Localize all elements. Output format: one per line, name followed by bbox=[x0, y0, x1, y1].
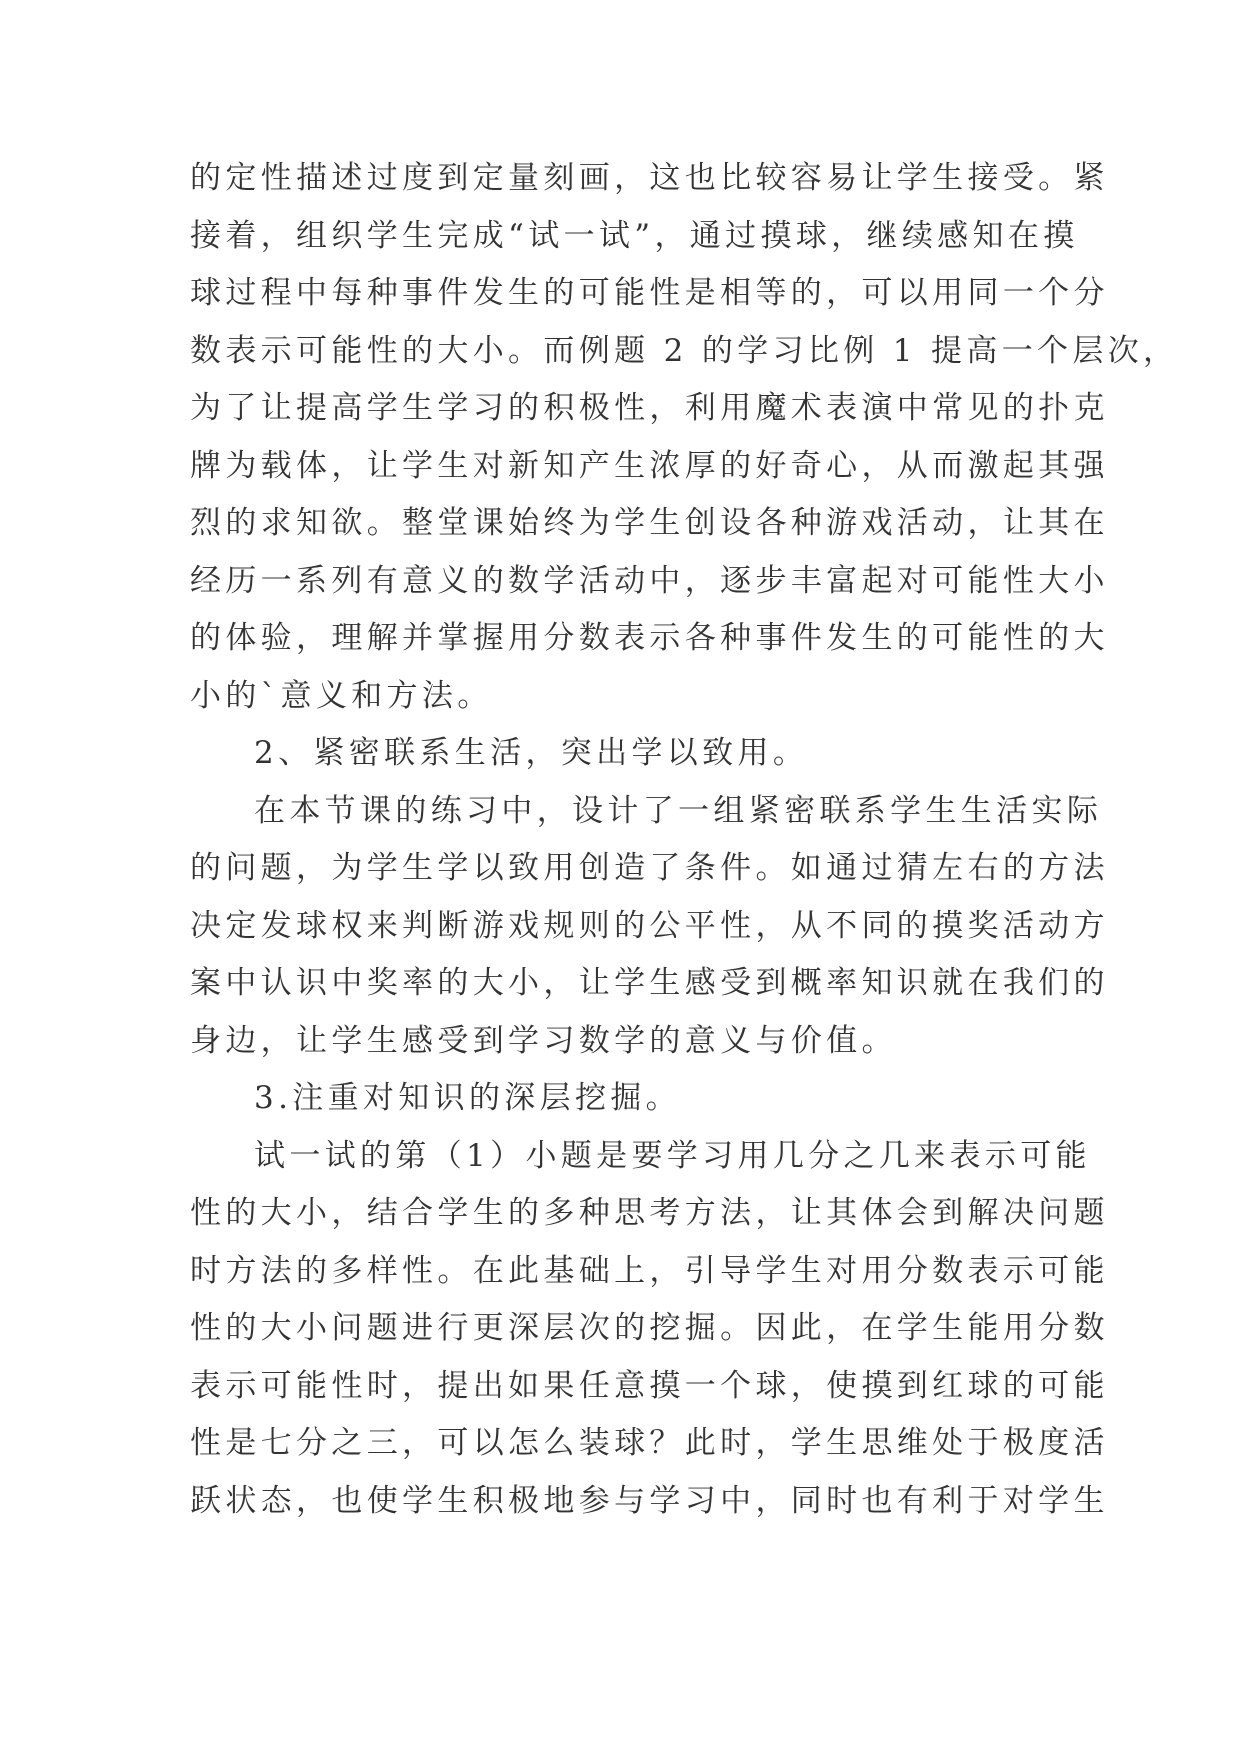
text-line: 性的大小，结合学生的多种思考方法，让其体会到解决问题 bbox=[190, 1195, 1109, 1231]
text-line: 球过程中每种事件发生的可能性是相等的，可以用同一个分 bbox=[190, 275, 1109, 311]
text-line: 的体验，理解并掌握用分数表示各种事件发生的可能性的大 bbox=[190, 620, 1109, 656]
text-line: 时方法的多样性。在此基础上，引导学生对用分数表示可能 bbox=[190, 1252, 1109, 1289]
text-line: 的问题，为学生学以致用创造了条件。如通过猜左右的方法 bbox=[190, 850, 1109, 886]
text-line: 跃状态，也使学生积极地参与学习中，同时也有利于对学生 bbox=[190, 1482, 1109, 1519]
text-line: 经历一系列有意义的数学活动中，逐步丰富起对可能性大小 bbox=[190, 562, 1109, 599]
text-line: 性的大小问题进行更深层次的挖掘。因此，在学生能用分数 bbox=[190, 1310, 1109, 1346]
text-line: 牌为载体，让学生对新知产生浓厚的好奇心，从而激起其强 bbox=[190, 447, 1109, 484]
text-line: 数表示可能性的大小。而例题 2 的学习比例 1 提高一个层次， bbox=[190, 332, 1179, 369]
text-line: 烈的求知欲。整堂课始终为学生创设各种游戏活动，让其在 bbox=[190, 505, 1109, 541]
paragraph-first-line: 在本节课的练习中，设计了一组紧密联系学生生活实际 bbox=[254, 792, 1103, 829]
body-text bbox=[190, 150, 1179, 1530]
text-line: 为了让提高学生学习的积极性，利用魔术表演中常见的扑克 bbox=[190, 390, 1109, 426]
text-line: 性是七分之三，可以怎么装球？此时，学生思维处于极度活 bbox=[190, 1425, 1109, 1461]
text-line: 决定发球权来判断游戏规则的公平性，从不同的摸奖活动方 bbox=[190, 907, 1109, 944]
text-line: 案中认识中奖率的大小，让学生感受到概率知识就在我们的 bbox=[190, 965, 1109, 1001]
section-heading: 3.注重对知识的深层挖掘。 bbox=[254, 1080, 681, 1116]
text-line: 的定性描述过度到定量刻画，这也比较容易让学生接受。紧 bbox=[190, 160, 1109, 196]
section-heading: 2、紧密联系生活，突出学以致用。 bbox=[254, 735, 809, 771]
text-line: 身边，让学生感受到学习数学的意义与价值。 bbox=[190, 1022, 897, 1059]
text-line: 表示可能性时，提出如果任意摸一个球，使摸到红球的可能 bbox=[190, 1367, 1109, 1404]
text-line: 小的`意义和方法。 bbox=[190, 677, 493, 714]
paragraph-first-line: 试一试的第（1）小题是要学习用几分之几来表示可能 bbox=[254, 1137, 1091, 1174]
text-line: 接着，组织学生完成“试一试”，通过摸球，继续感知在摸 bbox=[190, 217, 1079, 254]
